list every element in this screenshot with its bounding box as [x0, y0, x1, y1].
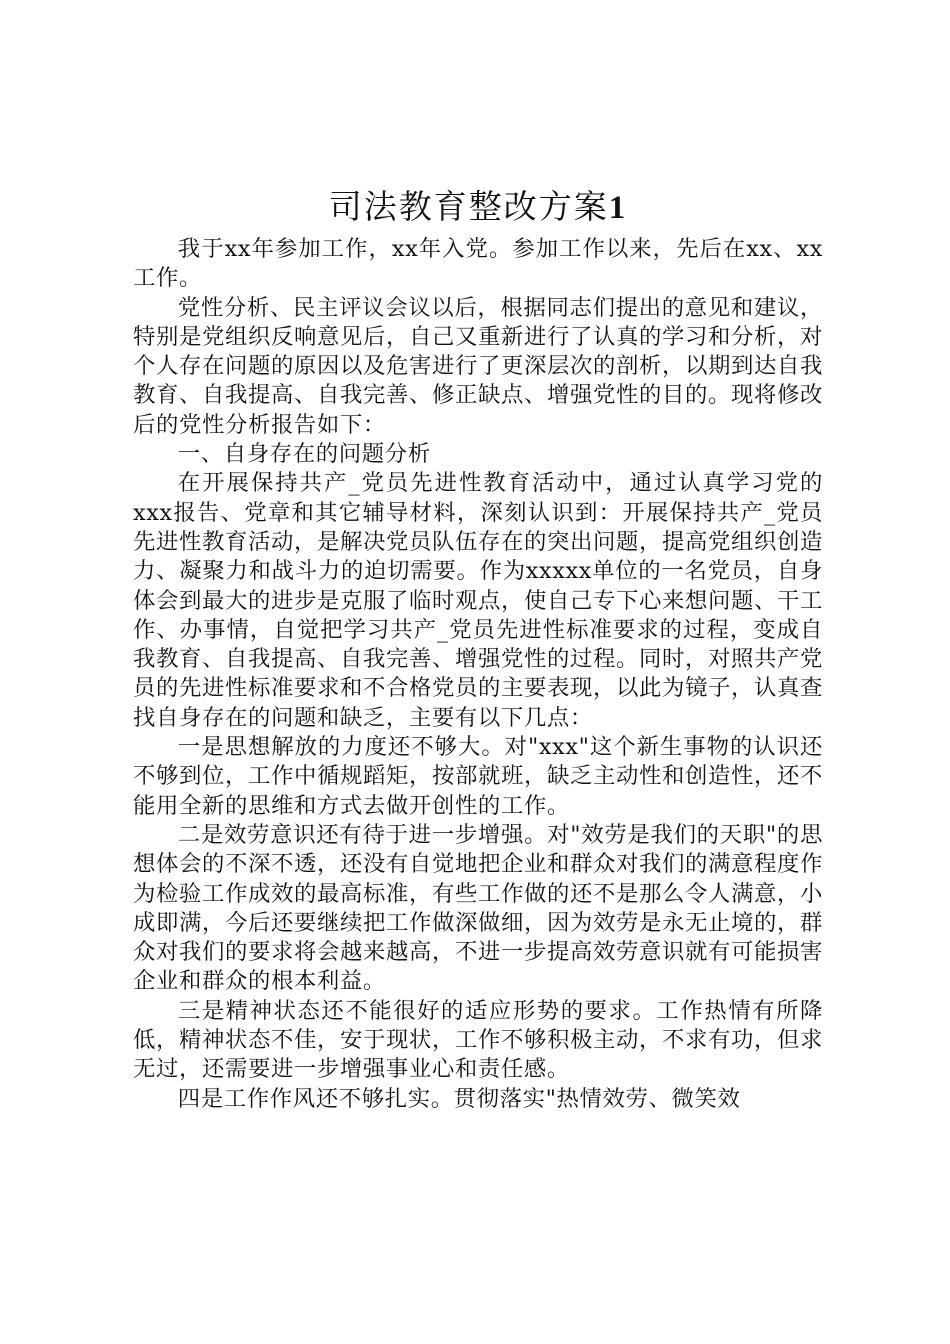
paragraph-point-four: 四是工作作风还不够扎实。贯彻落实"热情效劳、微笑效: [177, 1085, 741, 1112]
paragraph-intro: 我于xx年参加工作，xx年入党。参加工作以来，先后在xx、xx工作。: [133, 236, 823, 292]
document-page: [133, 182, 823, 1114]
document-title: [133, 182, 823, 233]
title-text: 司法教育整改方案: [328, 187, 609, 226]
paragraph-point-one: 一是思想解放的力度还不够大。对"xxx"这个新生事物的认识还不够到位，工作中循规蹈矩，按部就班，缺乏主动性和创造性，还不能用全新的思维和方式去做开创性的工作。: [133, 734, 823, 819]
paragraph-education-activity: 在开展保持共产_党员先进性教育活动中，通过认真学习党的xxx报告、党章和其它辅导材料，深刻认识到：开展保持共产_党员先进性教育活动，是解决党员队伍存在的突出问题，提高党组织创造力、凝聚力和战斗力的迫切需要。作为xxxxx单位的一名党员，自身体会到最大的进步是克服了临时观点，使自己专下心来想问题、干工作、办事情，自觉把学习共产_党员先进性标准要求的过程，变成自我教育、自我提高、自我完善、增强党性的过程。同时，对照共产党员的先进性标准要求和不合格党员的主要表现，以此为镜子，认真查找自身存在的问题和缺乏，主要有以下几点：: [133, 470, 823, 731]
paragraph-point-two: 二是效劳意识还有待于进一步增强。对"效劳是我们的天职"的思想体会的不深不透，还没有自觉地把企业和群众对我们的满意程度作为检验工作成效的最高标准，有些工作做的还不是那么令人满意，小成即满，今后还要继续把工作做深做细，因为效劳是永无止境的，群众对我们的要求将会越来越高，不进一步提高效劳意识就有可能损害企业和群众的根本利益。: [133, 821, 823, 995]
title-number: 1: [608, 190, 628, 226]
section-heading-problems: 一、自身存在的问题分析: [177, 441, 431, 468]
paragraph-point-three: 三是精神状态还不能很好的适应形势的要求。工作热情有所降低，精神状态不佳，安于现状，工作不够积极主动，不求有功，但求无过，还需要进一步增强事业心和责任感。: [133, 997, 823, 1083]
paragraph-analysis-background: 党性分析、民主评议会议以后，根据同志们提出的意见和建议，特别是党组织反响意见后，自己又重新进行了认真的学习和分析，对个人存在问题的原因以及危害进行了更深层次的剖析，以期到达自我教育、自我提高、自我完善、修正缺点、增强党性的目的。现将修改后的党性分析报告如下：: [133, 294, 823, 438]
